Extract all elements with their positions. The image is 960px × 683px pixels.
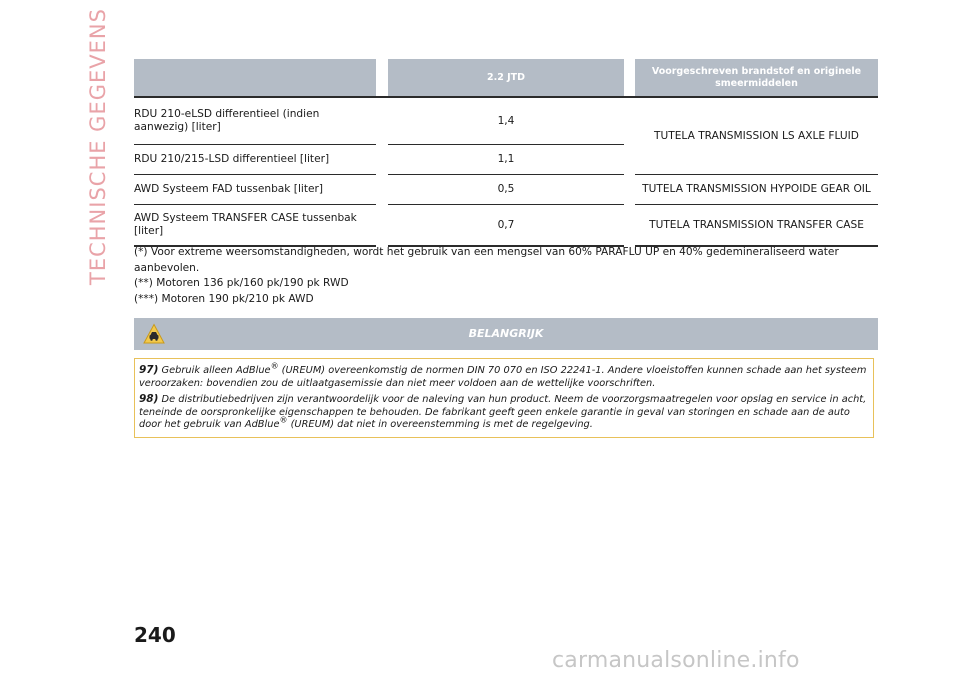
registered-mark: ® (279, 416, 288, 426)
header-empty (134, 59, 376, 97)
important-title: BELANGRIJK (468, 327, 544, 340)
specification-table (134, 59, 878, 247)
footnote: (*) Voor extreme weersomstandigheden, wordt het gebruik van een mengsel van 60% PARAFLU UP en 40% gedemineraliseerd water aanbevolen. (134, 246, 839, 274)
item-text: (UREUM) overeenkomstig de normen DIN 70 070 en ISO 22241-1. Andere vloeistoffen kunnen schade aan het systeem veroorzaken: bovendien zou de uitlaatgasemissie dan niet meer voldoen aan de wettelijke voorschriften. (139, 365, 867, 389)
row-label: AWD Systeem TRANSFER CASE tussenbak [liter] (134, 205, 376, 247)
header-fluid: Voorgeschreven brandstof en originele smeermiddelen (635, 59, 878, 97)
item-text: (UREUM) dat niet in overeenstemming is met de regelgeving. (287, 419, 593, 431)
row-fluid: TUTELA TRANSMISSION HYPOIDE GEAR OIL (635, 175, 878, 205)
table-row (134, 97, 878, 145)
important-item (139, 361, 871, 390)
important-banner (134, 318, 878, 350)
page-number: 240 (134, 623, 176, 647)
item-number: 98) (139, 393, 159, 406)
important-item (139, 393, 871, 432)
footnote: (**) Motoren 136 pk/160 pk/190 pk RWD (134, 277, 349, 289)
row-fluid: TUTELA TRANSMISSION LS AXLE FLUID (635, 97, 878, 175)
row-fluid: TUTELA TRANSMISSION TRANSFER CASE (635, 205, 878, 247)
table-row (134, 205, 878, 247)
row-label: AWD Systeem FAD tussenbak [liter] (134, 175, 376, 205)
watermark: carmanualsonline.info (552, 648, 800, 673)
section-title: TECHNISCHE GEGEVENS (86, 8, 110, 285)
item-number: 97) (139, 364, 159, 376)
row-value: 0,7 (388, 205, 624, 247)
row-label: RDU 210-eLSD differentieel (indien aanwezig) [liter] (134, 97, 376, 145)
registered-mark: ® (270, 361, 279, 371)
header-gap (376, 59, 388, 97)
item-text: Gebruik alleen AdBlue (161, 365, 271, 376)
row-value: 1,4 (388, 97, 624, 145)
header-gap (624, 59, 635, 97)
table-row (134, 175, 878, 205)
footnotes (134, 245, 878, 307)
item-text: De distributiebedrijven zijn verantwoordelijk voor de naleving van hun product. Neem de voorzorgsmaatregelen voor opslag en service in acht, teneinde de oorspronkelijke eigenschappen te behouden. De fabrikant geeft geen enkele garantie in geval van storingen en schade aan de auto door het gebruik van AdBlue (139, 394, 867, 431)
important-box (134, 358, 874, 438)
header-engine: 2.2 JTD (388, 59, 624, 97)
footnote: (***) Motoren 190 pk/210 pk AWD (134, 292, 314, 305)
row-value: 1,1 (388, 145, 624, 175)
table-header-row (134, 59, 878, 97)
row-label: RDU 210/215-LSD differentieel [liter] (134, 145, 376, 175)
row-value: 0,5 (388, 175, 624, 205)
